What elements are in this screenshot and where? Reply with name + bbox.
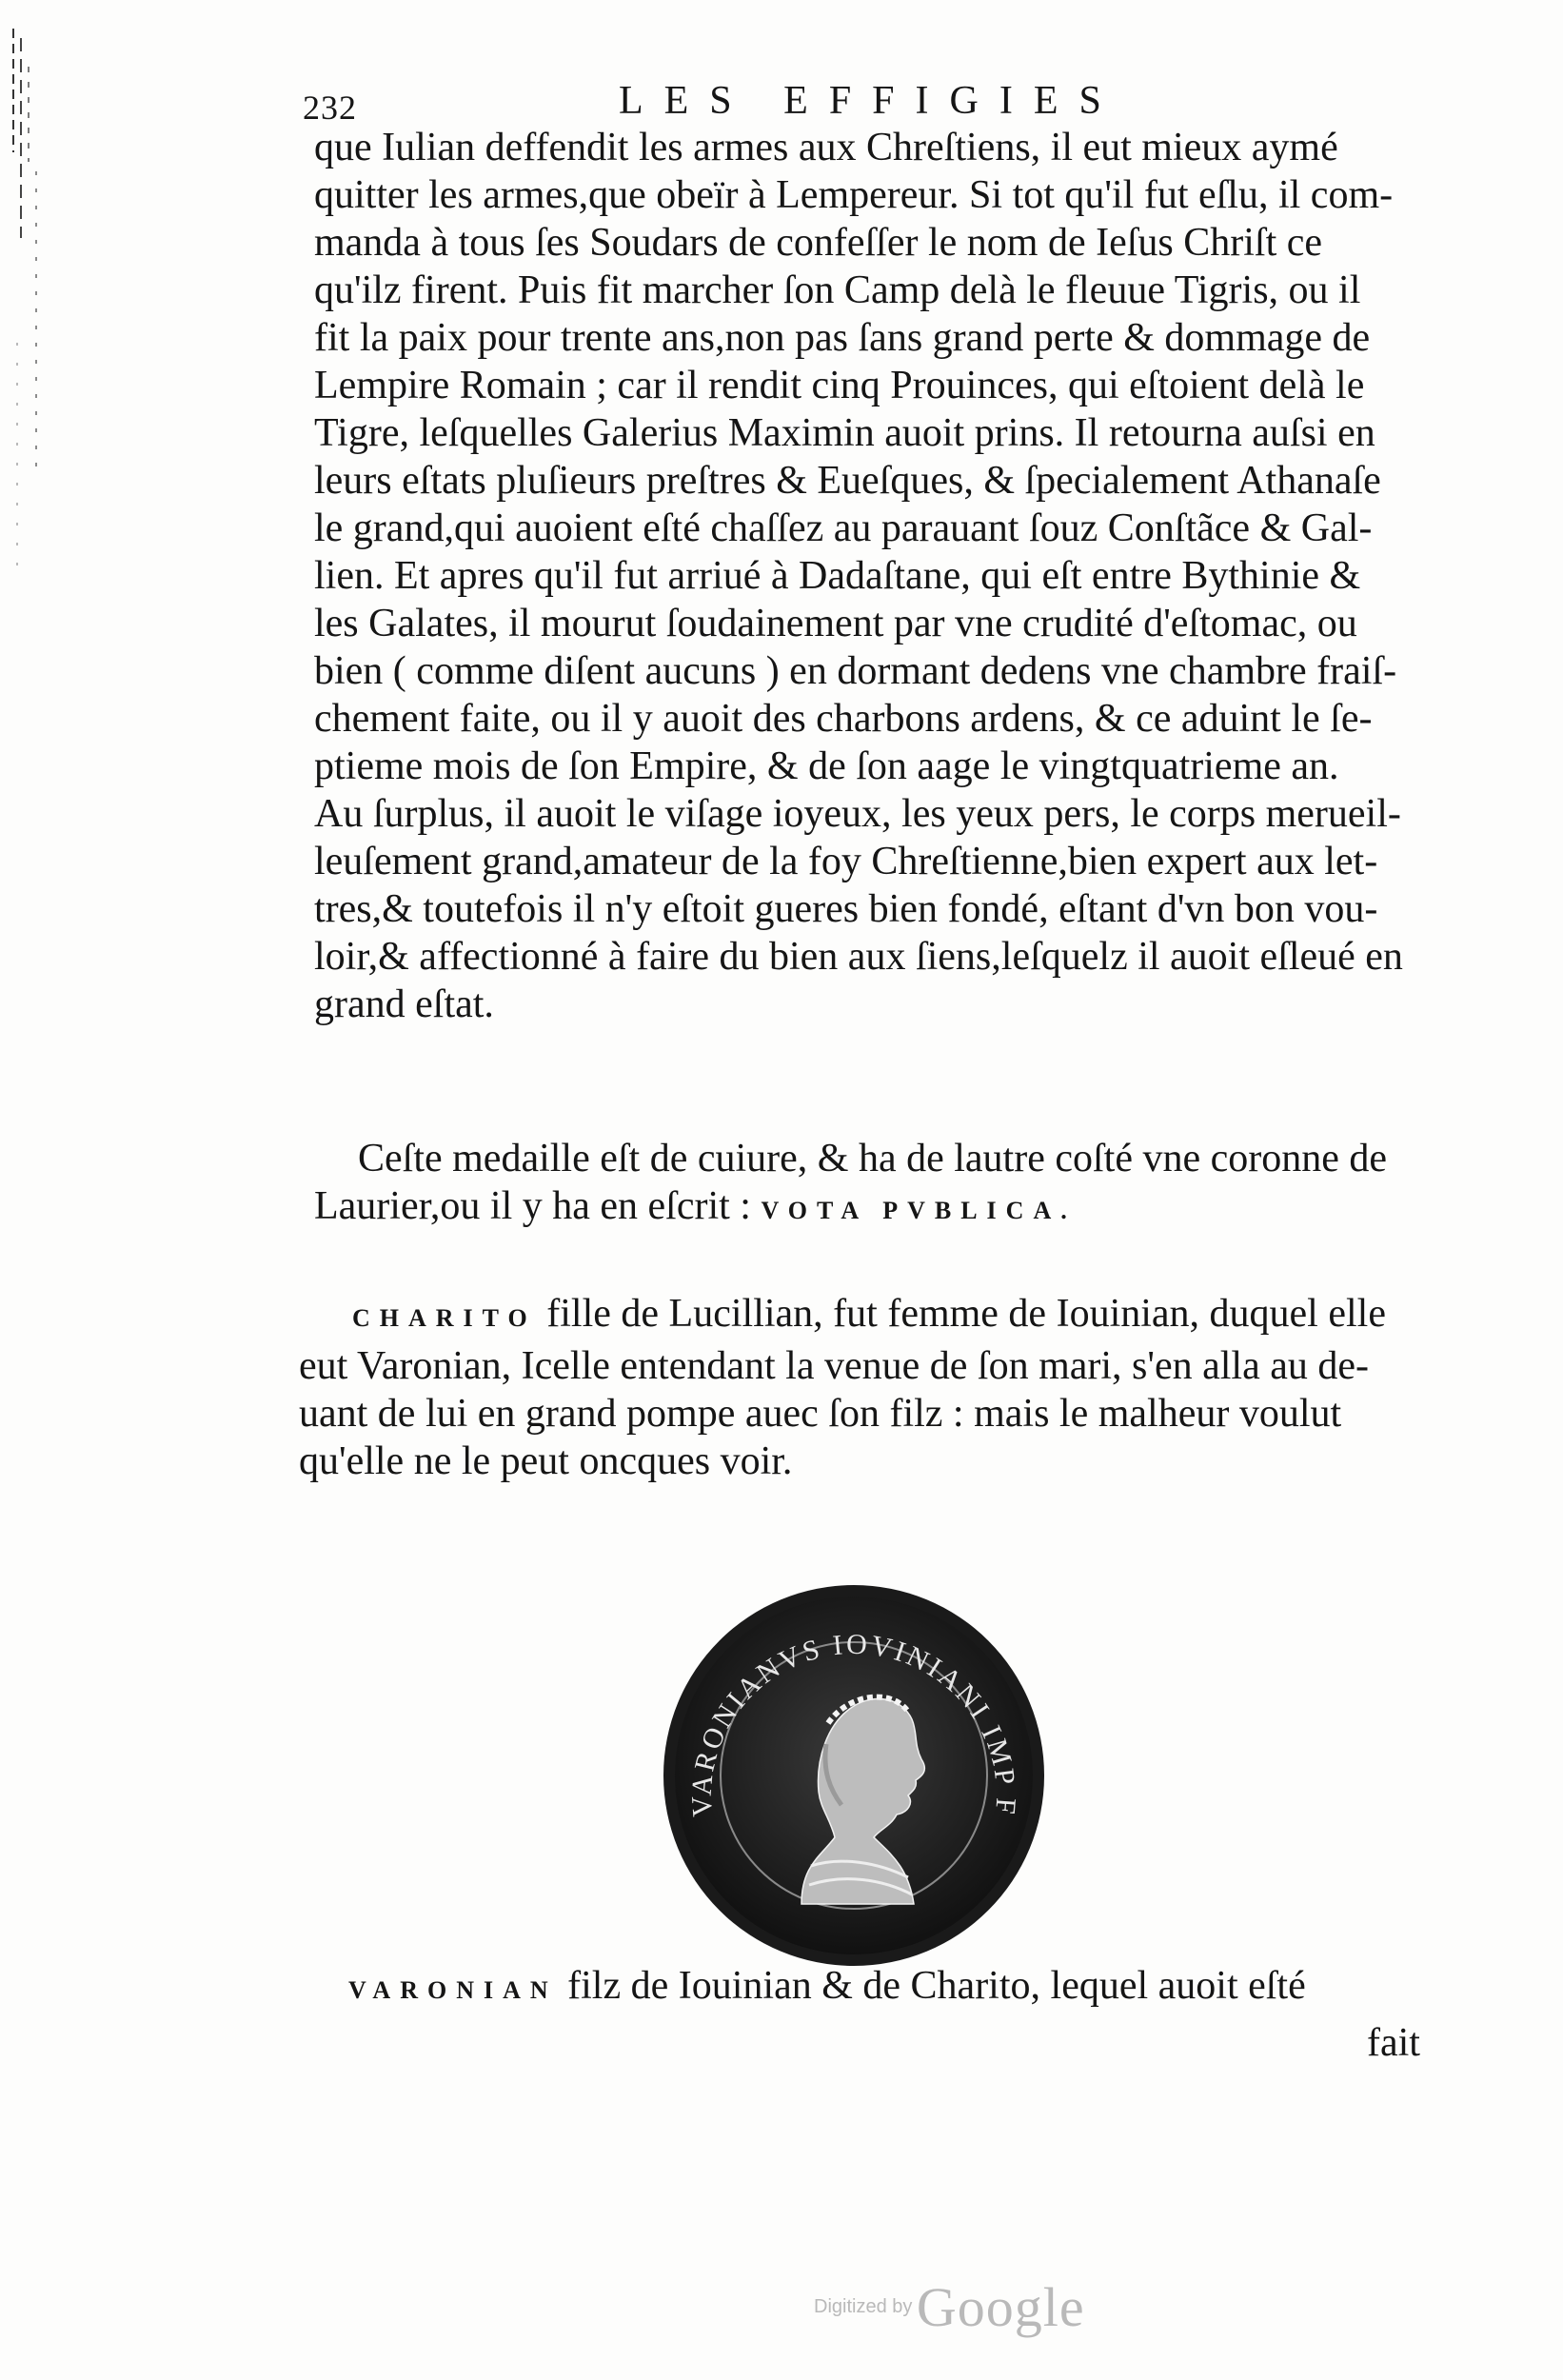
google-logo-text: Google: [916, 2276, 1085, 2338]
text-line: qu'ilz firent. Puis fit marcher ſon Camp delà le fleuue Tigris, ou il: [314, 268, 1361, 312]
margin-scan-marks: [8, 29, 46, 600]
text-line: uant de lui en grand pompe auec ſon filz : mais le malheur voulut: [299, 1392, 1342, 1436]
text-line: eut Varonian, Icelle entendant la venue de ſon mari, s'en alla au de-: [299, 1344, 1369, 1388]
medal-portrait-varonian: [659, 1580, 1049, 1971]
text-line: les Galates, il mourut ſoudainement par vne crudité d'eſtomac, ou: [314, 602, 1357, 645]
text-line: que Iulian deffendit les armes aux Chreſtiens, il eut mieux aymé: [314, 126, 1338, 169]
catchword: fait: [1367, 2021, 1420, 2065]
person-name-charito: CHARITO: [352, 1304, 537, 1332]
paragraph-charito: [299, 1290, 1428, 1485]
paragraph-medal-description: [314, 1135, 1451, 1235]
text-line: qu'elle ne le peut oncques voir.: [299, 1439, 793, 1483]
text-fragment: fille de Lucillian, fut femme de Iouinian, duquel elle: [546, 1292, 1386, 1336]
text-line: Au ſurplus, il auoit le viſage ioyeux, les yeux pers, le corps merueil-: [314, 792, 1401, 836]
digitized-by-label: Digitized by: [814, 2296, 913, 2317]
medal-inscription: VOTA PVBLICA.: [761, 1197, 1077, 1224]
running-head: LES EFFIGIES: [619, 79, 1122, 123]
text-line: grand eſtat.: [314, 982, 494, 1026]
text-line: leurs eſtats pluſieurs preſtres & Eueſques, & ſpecialement Athanaſe: [314, 459, 1381, 503]
caption-varonian: [348, 1963, 1306, 2009]
text-fragment: Laurier,ou il y ha en eſcrit :: [314, 1184, 751, 1228]
page-number: 232: [303, 89, 357, 127]
text-line: Tigre, leſquelles Galerius Maximin auoit prins. Il retourna auſsi en: [314, 411, 1375, 455]
person-name-varonian: VARONIAN: [348, 1976, 558, 2004]
text-line: lien. Et apres qu'il fut arriué à Dadaſtane, qui eſt entre Bythinie &: [314, 554, 1361, 598]
text-line: le grand,qui auoient eſté chaſſez au parauant ſouz Conſtãce & Gal-: [314, 506, 1373, 550]
text-line: ptieme mois de ſon Empire, & de ſon aage le vingtquatrieme an.: [314, 744, 1339, 788]
text-line: tres,& toutefois il n'y eſtoit gueres bien fondé, eſtant d'vn bon vou-: [314, 887, 1378, 931]
text-line: leuſement grand,amateur de la foy Chreſtienne,bien expert aux let-: [314, 840, 1378, 883]
text-line: chement faite, ou il y auoit des charbons ardens, & ce aduint le ſe-: [314, 697, 1373, 741]
text-line: [352, 1290, 1428, 1342]
text-line: [314, 1182, 1451, 1235]
text-line: Lempire Romain ; car il rendit cinq Prouinces, qui eſtoient delà le: [314, 364, 1365, 407]
text-line: quitter les armes,que obeïr à Lempereur. Si tot qu'il fut eſlu, il com-: [314, 173, 1394, 217]
digitized-watermark: [814, 2275, 1085, 2339]
text-line: loir,& affectionné à faire du bien aux ſiens,leſquelz il auoit eſleué en: [314, 935, 1403, 979]
caption-text: filz de Iouinian & de Charito, lequel auoit eſté: [567, 1964, 1306, 2008]
paragraph-jovian-biography: [314, 124, 1449, 1028]
text-line: bien ( comme diſent aucuns ) en dormant dedens vne chambre fraiſ-: [314, 649, 1397, 693]
text-line: Ceſte medaille eſt de cuiure, & ha de lautre coſté vne coronne de: [358, 1137, 1388, 1180]
medal-legend: VARONIANVS IOVINIANI IMP F: [685, 1628, 1022, 1818]
text-line: fit la paix pour trente ans,non pas ſans grand perte & dommage de: [314, 316, 1371, 360]
text-line: manda à tous ſes Soudars de confeſſer le nom de Ieſus Chriſt ce: [314, 221, 1323, 265]
